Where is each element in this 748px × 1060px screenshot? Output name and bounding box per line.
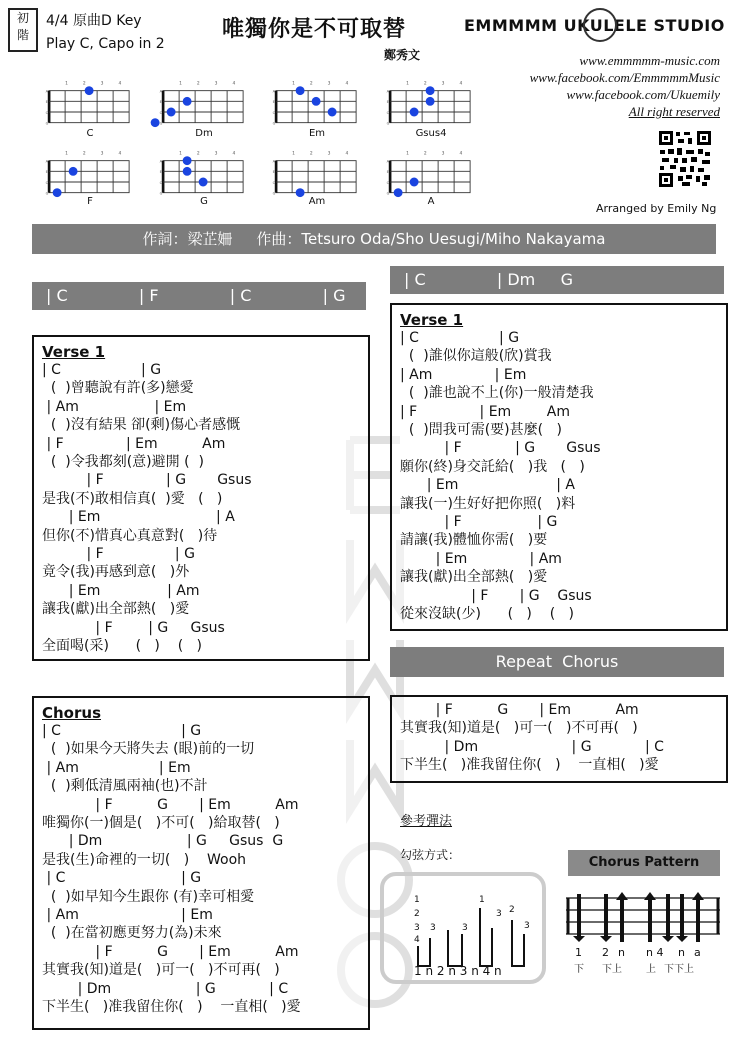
- reference-technique-label: 參考彈法: [400, 814, 453, 829]
- svg-text:3: 3: [100, 81, 104, 87]
- lyric-line: | Em | A: [400, 477, 575, 494]
- lyric-line: 唯獨你(一)個是( )不可( )給取替( ): [42, 815, 280, 832]
- svg-text:3: 3: [327, 151, 331, 157]
- fingerpick-count-labels: 1 n 2 n 3 n 4 n: [414, 964, 502, 978]
- chorus-pattern-title: Chorus Pattern: [568, 850, 720, 876]
- svg-text:C: C: [272, 180, 276, 185]
- svg-text:G: G: [386, 121, 390, 126]
- svg-text:4: 4: [118, 151, 122, 157]
- lyric-line: 是我(不)敢相信真( )愛 ( ): [42, 490, 223, 507]
- svg-text:4: 4: [459, 81, 463, 87]
- chord-name: F: [87, 196, 93, 207]
- lyric-line: ( )令我都刻(意)避開 ( ): [42, 454, 204, 471]
- lyric-line: | C | G: [42, 362, 162, 378]
- lyric-line: ( )沒有結果 卻(剩)傷心者感慨: [42, 417, 241, 434]
- svg-text:2: 2: [82, 151, 86, 157]
- svg-text:3: 3: [524, 921, 530, 931]
- lyric-line: 全面喝(采) ( ) ( ): [42, 638, 202, 655]
- svg-text:C: C: [272, 110, 276, 115]
- svg-text:E: E: [45, 100, 48, 105]
- svg-text:1: 1: [292, 151, 295, 157]
- svg-text:G: G: [45, 191, 49, 196]
- lyric-line: 其實我(知)道是( )可一( )不可再( ): [42, 962, 280, 979]
- svg-text:3: 3: [441, 151, 445, 157]
- svg-text:G: G: [159, 121, 163, 126]
- lyric-line: | C | G: [42, 723, 202, 739]
- intro-chords-left: | C | F | C | G: [32, 282, 366, 310]
- chord-name: A: [427, 196, 435, 207]
- svg-text:A: A: [159, 159, 162, 164]
- svg-text:4: 4: [345, 151, 349, 157]
- svg-text:2: 2: [414, 909, 420, 919]
- chorus-box: [32, 696, 370, 1030]
- svg-text:A: A: [386, 159, 389, 164]
- svg-text:2: 2: [423, 81, 427, 87]
- svg-text:2: 2: [82, 81, 86, 87]
- song-title: 唯獨你是不可取替: [222, 17, 407, 42]
- chord-name: C: [86, 128, 94, 139]
- svg-text:1: 1: [406, 151, 409, 157]
- svg-text:C: C: [45, 180, 49, 185]
- svg-text:3: 3: [496, 909, 502, 919]
- strum-method-label: 勾弦方式：: [400, 848, 461, 862]
- chord-diagram-dm: [154, 80, 254, 140]
- svg-text:A: A: [159, 89, 162, 94]
- lyric-line: ( )誰似你這般(欣)賞我: [400, 348, 552, 365]
- lyric-line: 讓我(獻)出全部熱( )愛: [400, 569, 548, 586]
- verse1-right-lines: [400, 329, 601, 624]
- lyric-line: 從來沒缺(少) ( ) ( ): [400, 606, 574, 623]
- lyric-line: ( )在當初應更努力(為)未來: [42, 925, 222, 942]
- svg-text:3: 3: [414, 923, 420, 933]
- svg-text:C: C: [386, 180, 390, 185]
- lyric-line: ( )如果今天將失去 (眼)前的一切: [42, 741, 255, 758]
- svg-text:4: 4: [414, 935, 420, 945]
- svg-text:A: A: [386, 89, 389, 94]
- lyric-line: | F G | Em Am: [400, 702, 639, 718]
- svg-text:A: A: [272, 89, 275, 94]
- svg-text:2: 2: [196, 81, 200, 87]
- svg-text:E: E: [272, 100, 275, 105]
- chorus-lines: [42, 722, 301, 1017]
- lyric-line: | Em | A: [42, 509, 235, 526]
- credits-text: 作詞：梁芷姍 作曲：Tetsuro Oda/Sho Uesugi/Miho Nakayama: [142, 230, 606, 248]
- chord-diagram-c: [40, 80, 140, 140]
- chord-diagram-f: [40, 150, 140, 210]
- lyric-line: ( )曾聽說有許(多)戀愛: [42, 380, 194, 397]
- lyric-line: ( )問我可需(要)甚麼( ): [400, 422, 562, 439]
- chorus-tail-lines: [400, 701, 664, 775]
- chord-name: Dm: [195, 128, 213, 139]
- lyric-line: | Am | Em: [42, 907, 213, 924]
- svg-text:2: 2: [309, 151, 313, 157]
- chord-name: Em: [308, 128, 326, 139]
- intro-chords-right: | C | Dm G: [390, 266, 724, 294]
- chord-diagram-em: [267, 80, 367, 140]
- lyric-line: 願你(終)身交託給( )我 ( ): [400, 458, 585, 475]
- lyric-line: | C | G: [42, 870, 202, 887]
- rights-notice: All right reserved: [628, 104, 720, 119]
- lyric-line: | F G | Em Am: [42, 943, 299, 960]
- lyric-line: 但你(不)惜真心真意對( )待: [42, 527, 218, 544]
- svg-text:E: E: [45, 170, 48, 175]
- lyric-line: ( )如早知今生跟你 (有)幸可相愛: [42, 888, 255, 905]
- svg-text:4: 4: [345, 81, 349, 87]
- lyric-line: | Dm | G | C: [400, 738, 664, 755]
- lyric-line: | F | G Gsus: [400, 440, 601, 457]
- verse1-right-box: [390, 303, 728, 631]
- svg-text:3: 3: [327, 81, 331, 87]
- qr-code-icon: [658, 130, 712, 188]
- key-info: 4/4 原曲D Key: [46, 13, 142, 29]
- lyric-line: | F | G Gsus: [400, 587, 592, 604]
- lyric-line: ( )剩低清風兩袖(也)不計: [42, 778, 208, 795]
- svg-text:1: 1: [479, 895, 485, 905]
- website-links: [530, 52, 720, 120]
- chord-name: Am: [308, 196, 326, 207]
- lyric-line: | F | G Gsus: [42, 472, 252, 489]
- svg-text:3: 3: [430, 923, 436, 933]
- lyric-line: 下半生( )准我留住你( ) 一直相( )愛: [400, 757, 659, 774]
- svg-text:1: 1: [65, 81, 68, 87]
- svg-text:4: 4: [459, 151, 463, 157]
- svg-text:G: G: [45, 121, 49, 126]
- difficulty-level-badge: 初 階: [8, 8, 38, 52]
- svg-text:2: 2: [196, 151, 200, 157]
- lyric-line: | Dm | G | C: [42, 980, 289, 997]
- lyric-line: | Am | Em: [400, 366, 527, 383]
- chord-diagram-gsus4: [381, 80, 481, 140]
- verse1-right-title: Verse 1: [400, 311, 464, 329]
- svg-text:E: E: [272, 170, 275, 175]
- svg-text:C: C: [159, 180, 163, 185]
- svg-text:G: G: [272, 121, 276, 126]
- lyric-line: | Em | Am: [400, 550, 562, 567]
- chorus-title: Chorus: [42, 704, 101, 722]
- svg-text:E: E: [159, 170, 162, 175]
- lyric-line: | F | Em Am: [400, 403, 570, 420]
- svg-text:2: 2: [509, 905, 515, 915]
- svg-text:4: 4: [118, 81, 122, 87]
- svg-text:3: 3: [462, 923, 468, 933]
- svg-text:3: 3: [100, 151, 104, 157]
- chord-name: Gsus4: [415, 128, 447, 139]
- credits-bar: [32, 224, 716, 254]
- svg-text:E: E: [159, 100, 162, 105]
- svg-text:3: 3: [214, 151, 218, 157]
- lyric-line: 請讓(我)體恤你需( )要: [400, 532, 548, 549]
- chord-diagram-am: [267, 150, 367, 210]
- verse1-left-box: [32, 335, 370, 661]
- svg-text:3: 3: [441, 81, 445, 87]
- svg-text:1: 1: [406, 81, 409, 87]
- lyric-line: | F | G Gsus: [42, 619, 225, 636]
- svg-text:G: G: [272, 191, 276, 196]
- fingerpicking-pattern: [380, 872, 546, 984]
- svg-text:1: 1: [65, 151, 68, 157]
- chord-diagram-g: [154, 150, 254, 210]
- lyric-line: ( )誰也說不上(你)一般清楚我: [400, 385, 594, 402]
- chord-name: G: [200, 196, 208, 207]
- svg-text:4: 4: [232, 151, 236, 157]
- svg-text:1: 1: [179, 81, 182, 87]
- svg-text:A: A: [272, 159, 275, 164]
- svg-text:4: 4: [232, 81, 236, 87]
- repeat-chorus-bar: Repeat Chorus: [390, 647, 724, 677]
- lyric-line: | Am | Em: [42, 759, 191, 776]
- svg-text:E: E: [386, 100, 389, 105]
- lyric-line: | F | Em Am: [42, 435, 226, 452]
- svg-text:1: 1: [292, 81, 295, 87]
- lyric-line: | Am | Em: [42, 398, 187, 415]
- svg-text:C: C: [159, 110, 163, 115]
- singer-name: 鄭秀文: [384, 48, 421, 62]
- svg-text:G: G: [386, 191, 390, 196]
- lyric-line: | C | G: [400, 330, 520, 346]
- strum-pattern-staff: 1 2 n n 4 n a 下 下上 上 下下上: [566, 892, 722, 952]
- arranger-credit: Arranged by Emily Ng: [596, 202, 717, 215]
- svg-text:1: 1: [414, 895, 420, 905]
- logo-mark-icon: [583, 8, 617, 42]
- svg-text:G: G: [159, 191, 163, 196]
- lyric-line: 是我(生)命裡的一切( ) Wooh: [42, 851, 247, 868]
- lyric-line: | Dm | G Gsus G: [42, 833, 284, 850]
- svg-text:2: 2: [423, 151, 427, 157]
- website-url[interactable]: www.emmmmm-music.com: [579, 53, 720, 68]
- lyric-line: | Em | Am: [42, 582, 200, 599]
- lyric-line: 讓我(獻)出全部熱( )愛: [42, 601, 190, 618]
- verse1-left-title: Verse 1: [42, 343, 106, 361]
- verse1-left-lines: [42, 361, 252, 656]
- facebook-url-2[interactable]: www.facebook.com/Ukuemily: [566, 87, 720, 102]
- lyric-line: 竟令(我)再感到意( )外: [42, 564, 190, 581]
- svg-text:1: 1: [179, 151, 182, 157]
- lyric-line: 其實我(知)道是( )可一( )不可再( ): [400, 720, 638, 737]
- studio-logo: EMMMMM UKULELE STUDIO: [464, 16, 725, 35]
- lyric-line: 下半生( )准我留住你( ) 一直相( )愛: [42, 999, 301, 1016]
- svg-text:3: 3: [214, 81, 218, 87]
- lyric-line: | F G | Em Am: [42, 796, 299, 813]
- facebook-url[interactable]: www.facebook.com/EmmmmmMusic: [529, 70, 720, 85]
- capo-info: Play C, Capo in 2: [46, 36, 165, 52]
- chorus-tail-box: [390, 695, 728, 783]
- lyric-line: | F | G: [42, 546, 195, 563]
- svg-text:E: E: [386, 170, 389, 175]
- lyric-line: 讓我(一)生好好把你照( )料: [400, 495, 576, 512]
- lyric-line: | F | G: [400, 514, 558, 531]
- svg-text:A: A: [45, 89, 48, 94]
- chord-diagram-a: [381, 150, 481, 210]
- svg-text:C: C: [45, 110, 49, 115]
- svg-text:C: C: [386, 110, 390, 115]
- svg-text:2: 2: [309, 81, 313, 87]
- svg-text:A: A: [45, 159, 48, 164]
